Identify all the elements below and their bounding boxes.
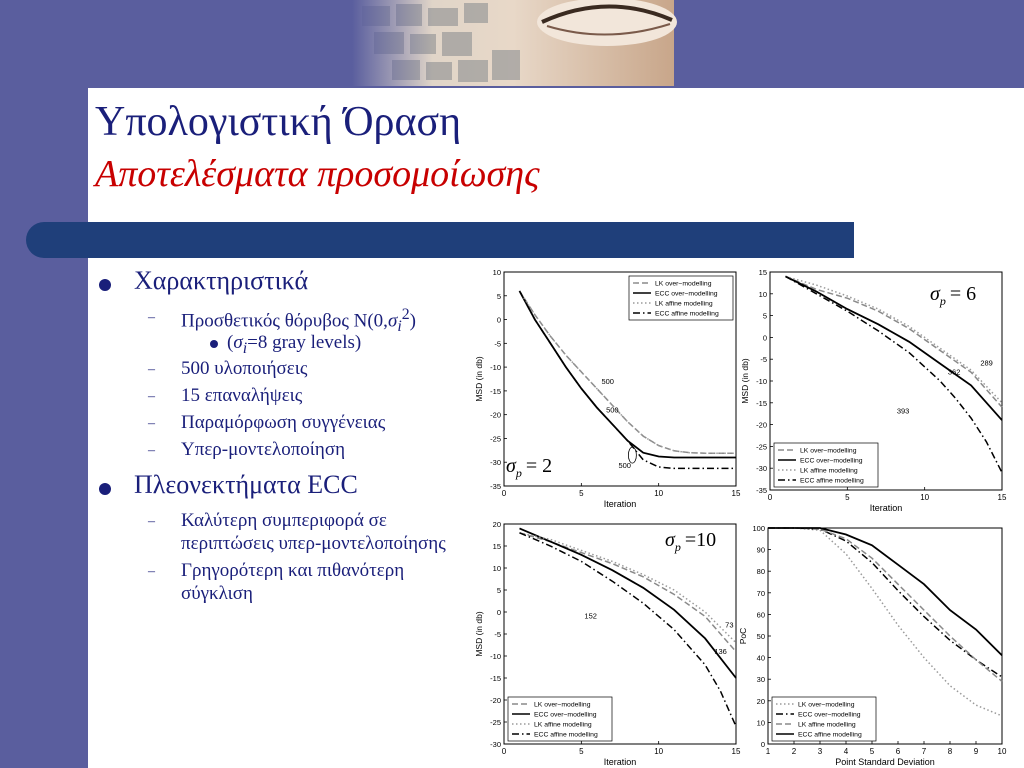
annotation-label: 152 — [584, 611, 597, 621]
x-tick-label: 10 — [654, 747, 664, 756]
legend-entry: ECC over−modelling — [655, 290, 718, 298]
annotation-label: 362 — [947, 367, 961, 377]
sub-bullet-over-modelling: Υπερ-μοντελοποίηση — [181, 439, 346, 460]
chart-msd-sigma-10 — [470, 518, 742, 768]
y-tick-label: -5 — [494, 630, 501, 639]
y-tick-label: -30 — [756, 464, 767, 474]
annotation-label: 393 — [896, 406, 910, 416]
y-tick-label: 100 — [752, 524, 765, 533]
legend-entry: LK over−modelling — [798, 701, 855, 709]
sub-sub-bullet-gray-levels — [227, 332, 361, 358]
x-tick-label: 2 — [791, 747, 797, 756]
legend-entry: LK affine modelling — [800, 467, 858, 475]
subscript-i: i — [242, 339, 248, 357]
superscript-2: 2 — [401, 306, 410, 323]
legend-entry: ECC affine modelling — [534, 731, 598, 739]
y-tick-label: 10 — [756, 718, 765, 728]
y-tick-label: -35 — [756, 486, 767, 495]
x-tick-label: 5 — [845, 493, 850, 502]
y-tick-label: -10 — [490, 363, 501, 373]
x-tick-label: 15 — [731, 747, 741, 756]
annotation-label: 500 — [618, 460, 631, 470]
y-tick-label: 10 — [758, 289, 767, 299]
x-axis-label: Iteration — [603, 499, 637, 509]
y-axis-label: MSD (in db) — [474, 356, 484, 402]
x-tick-label: 0 — [767, 493, 773, 502]
slide-subtitle: Αποτελέσματα προσομοίωσης — [95, 153, 540, 195]
y-tick-label: -25 — [490, 718, 501, 727]
y-tick-label: 5 — [496, 586, 501, 595]
y-tick-label: 30 — [756, 675, 765, 685]
y-tick-label: -5 — [494, 339, 501, 349]
x-tick-label: 7 — [921, 747, 927, 756]
sub-bullet-realizations: 500 υλοποιήσεις — [181, 358, 308, 379]
x-tick-label: 8 — [947, 747, 953, 756]
sigma-symbol: σ — [233, 332, 243, 353]
sigma-label: $\sigma_p = 6$ — [930, 283, 977, 308]
left-decor-band — [0, 0, 88, 768]
sigma-symbol: σ — [387, 310, 398, 332]
x-tick-label: 1 — [765, 747, 771, 756]
chart-msd-sigma-6 — [740, 264, 1012, 514]
legend-entry: LK affine modelling — [655, 300, 713, 308]
x-tick-label: 15 — [731, 489, 741, 498]
x-tick-label: 5 — [869, 747, 875, 756]
y-tick-label: -20 — [490, 410, 501, 420]
sub-bullet-better-behavior: Καλύτερη συμπεριφορά σε — [181, 510, 387, 531]
y-tick-label: 0 — [762, 333, 767, 343]
y-tick-label: 0 — [496, 608, 501, 617]
x-tick-label: 9 — [973, 747, 979, 756]
legend-entry: ECC affine modelling — [800, 477, 864, 485]
x-tick-label: 10 — [920, 493, 930, 502]
y-tick-label: 90 — [756, 545, 765, 555]
legend-entry: ECC affine modelling — [798, 731, 862, 739]
chart-poc-vs-std — [740, 518, 1012, 768]
y-tick-label: 20 — [756, 696, 765, 706]
x-tick-label: 0 — [501, 489, 507, 498]
sub-bullet-repetitions: 15 επαναλήψεις — [181, 385, 303, 406]
y-tick-label: -15 — [490, 386, 501, 396]
y-tick-label: -25 — [490, 434, 501, 444]
y-tick-label: -15 — [756, 398, 767, 408]
bullet-ecc-advantages: Πλεονεκτήματα ECC — [134, 470, 358, 499]
x-tick-label: 15 — [997, 493, 1007, 502]
y-tick-label: -15 — [490, 674, 501, 683]
sub-bullet-faster-convergence-cont: σύγκλιση — [181, 583, 253, 604]
close-paren: ) — [409, 310, 416, 332]
legend — [774, 443, 878, 487]
y-axis-label: PoC — [738, 627, 748, 645]
x-axis-label: Point Standard Deviation — [835, 757, 935, 767]
y-tick-label: 40 — [756, 653, 765, 663]
gray-levels-text: =8 gray levels) — [247, 332, 362, 353]
bullet-dot — [99, 279, 111, 291]
legend — [508, 697, 612, 741]
sub-bullet-dash: – — [148, 514, 155, 529]
title-divider-bar — [26, 222, 854, 258]
x-tick-label: 10 — [654, 489, 664, 498]
x-tick-label: 5 — [579, 489, 584, 498]
legend — [629, 276, 733, 320]
legend-entry: LK over−modelling — [655, 280, 712, 288]
x-axis-label: Iteration — [869, 503, 903, 513]
chart-msd-sigma-2 — [470, 264, 742, 514]
x-tick-label: 5 — [579, 747, 584, 756]
sub-bullet-dash: – — [148, 564, 155, 579]
y-tick-label: 10 — [492, 564, 501, 573]
y-tick-label: 0 — [760, 740, 765, 749]
sub-bullet-dash: – — [148, 362, 155, 377]
y-tick-label: 60 — [756, 610, 765, 620]
y-tick-label: 80 — [756, 567, 765, 577]
sub-bullet-dash: – — [148, 416, 155, 431]
legend — [772, 697, 876, 741]
x-tick-label: 6 — [895, 747, 901, 756]
sub-bullet-faster-convergence: Γρηγορότερη και πιθανότερη — [181, 560, 405, 581]
y-tick-label: 5 — [762, 311, 767, 321]
x-axis-label: Iteration — [603, 757, 637, 767]
legend-entry: LK over−modelling — [534, 701, 591, 709]
legend-entry: ECC over−modelling — [800, 457, 863, 465]
sub-bullet-dash: – — [148, 310, 155, 325]
legend-entry: ECC over−modelling — [534, 711, 597, 719]
x-tick-label: 0 — [501, 747, 507, 756]
bullet-dot — [99, 483, 111, 495]
bullet-characteristics: Χαρακτηριστικά — [134, 266, 309, 295]
sub-bullet-affine-distortion: Παραμόρφωση συγγένειας — [181, 412, 386, 433]
annotation-label: 136 — [714, 646, 727, 656]
y-tick-label: 50 — [756, 632, 765, 641]
y-tick-label: 70 — [756, 588, 765, 598]
legend-entry: LK over−modelling — [800, 447, 857, 455]
x-tick-label: 3 — [817, 747, 823, 756]
legend-entry: ECC over−modelling — [798, 711, 861, 719]
slide-title: Υπολογιστική Όραση — [95, 99, 462, 145]
y-tick-label: 15 — [492, 542, 501, 551]
x-tick-label: 4 — [843, 747, 849, 756]
annotation-label: 500 — [606, 405, 619, 415]
y-tick-label: -20 — [756, 420, 767, 430]
y-tick-label: -25 — [756, 442, 767, 452]
y-tick-label: -30 — [490, 458, 501, 468]
y-tick-label: -10 — [756, 377, 767, 386]
y-tick-label: -35 — [490, 482, 501, 491]
y-axis-label: MSD (in db) — [740, 358, 750, 404]
sub-bullet-better-behavior-cont: περιπτώσεις υπερ-μοντελοποίησης — [181, 533, 446, 554]
y-tick-label: -10 — [490, 652, 501, 661]
open-paren: ( — [227, 332, 234, 353]
annotation-label: 500 — [601, 376, 614, 386]
sigma-label: $\sigma_p =10$ — [665, 529, 717, 554]
y-tick-label: 10 — [492, 268, 501, 277]
y-axis-label: MSD (in db) — [474, 611, 484, 657]
y-tick-label: 15 — [758, 268, 767, 277]
subscript-i: i — [397, 318, 402, 336]
annotation-label: 73 — [725, 620, 734, 630]
legend-entry: ECC affine modelling — [655, 310, 719, 318]
sigma-label: $\sigma_p = 2$ — [506, 455, 553, 480]
y-tick-label: 20 — [492, 520, 501, 529]
y-tick-label: 5 — [496, 291, 501, 301]
y-tick-label: -30 — [490, 740, 501, 749]
legend-entry: LK affine modelling — [534, 721, 592, 729]
sub-bullet-dash: – — [148, 389, 155, 404]
sub-bullet-dash: – — [148, 443, 155, 458]
annotation-label: 289 — [980, 358, 993, 368]
y-tick-label: 0 — [496, 315, 501, 325]
header-banner-image — [352, 0, 674, 86]
y-tick-label: -20 — [490, 696, 501, 705]
y-tick-label: -5 — [760, 355, 767, 365]
legend-entry: LK affine modelling — [798, 721, 856, 729]
sub-sub-bullet-dot — [210, 340, 218, 348]
noise-text: Προσθετικός θόρυβος Ν(0, — [181, 310, 388, 332]
x-tick-label: 10 — [997, 747, 1007, 756]
